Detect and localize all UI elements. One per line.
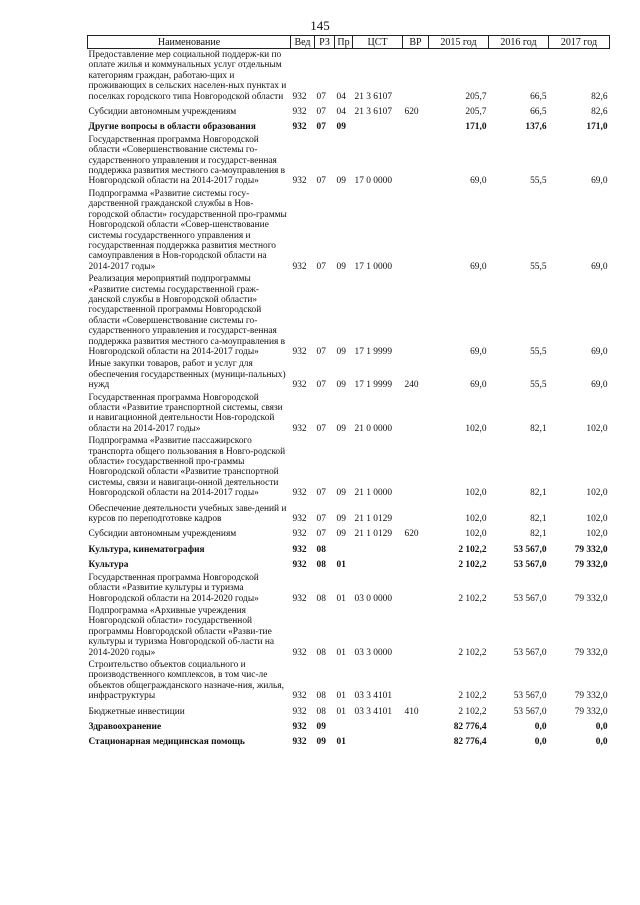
- row-2017: 69,0: [591, 380, 608, 391]
- row-vr: [403, 659, 429, 703]
- row-2017: 102,0: [586, 488, 608, 499]
- row-cst: 21 1 0129: [354, 514, 392, 525]
- row-rz: 08: [316, 593, 326, 604]
- row-2016: 53 567,0: [513, 706, 547, 717]
- row-rz: 07: [316, 529, 326, 540]
- row-2017: 102,0: [586, 529, 608, 540]
- row-pr: 09: [336, 346, 346, 357]
- table-row: [88, 525, 610, 540]
- row-2016: 82,1: [530, 423, 547, 434]
- table-row-section: [88, 541, 610, 556]
- row-vr: [403, 435, 429, 499]
- row-vr: [403, 49, 429, 104]
- row-pr: 01: [336, 560, 346, 571]
- row-vr: [403, 605, 429, 659]
- row-2015: 69,0: [470, 346, 487, 357]
- row-vr: 240: [404, 380, 419, 391]
- table-row: [88, 500, 610, 526]
- row-pr: 09: [336, 529, 346, 540]
- row-2015: 205,7: [465, 91, 487, 102]
- row-pr: [335, 718, 353, 733]
- row-2017: 79 332,0: [574, 647, 608, 658]
- table-row-section: [88, 718, 610, 733]
- row-2015: 102,0: [465, 488, 487, 499]
- row-ved: 932: [292, 706, 307, 717]
- row-2015: 205,7: [465, 107, 487, 118]
- budget-table: [87, 35, 610, 749]
- row-vr: 410: [404, 706, 419, 717]
- row-ved: 932: [292, 380, 307, 391]
- row-name: Субсидии автономным учреждениям: [88, 107, 237, 118]
- row-ved: 932: [292, 593, 307, 604]
- header-rz: РЗ: [315, 36, 335, 49]
- row-cst: 17 0 0000: [354, 176, 392, 187]
- row-2015: 82 776,4: [453, 721, 487, 732]
- row-2016: 53 567,0: [513, 544, 547, 555]
- row-2016: 53 567,0: [513, 593, 547, 604]
- row-2017: 79 332,0: [574, 691, 608, 702]
- row-vr: [403, 188, 429, 273]
- row-rz: 07: [316, 107, 326, 118]
- table-row: [88, 703, 610, 718]
- row-cst: 03 3 4101: [354, 691, 392, 702]
- row-name: Подпрограмма «Развитие пассажирского транспорта общего пользования в Новго-родской области» государственной про-граммы Новгородской области «Развитие транспортной системы, связи и навигаци-онной деятельности Новгородской области на 2014-2017 годы»: [88, 436, 286, 499]
- row-2015: 2 102,2: [458, 647, 487, 658]
- row-cst: [353, 118, 403, 133]
- row-ved: 932: [292, 261, 307, 272]
- row-2017: 79 332,0: [574, 544, 608, 555]
- row-name: Государственная программа Новгородской области «Совершенствование системы го-сударственного управления и государст-венная поддержка развития местного са-моуправления в Новгородской области на 2014-2017 годы»: [88, 134, 286, 187]
- row-ved: 932: [292, 122, 307, 133]
- table-row: [88, 435, 610, 499]
- header-pr: Пр: [335, 36, 353, 49]
- row-name: Подпрограмма «Развитие системы госу-дарственной гражданской службы в Нов-городской области» государственной про-граммы Новгородской области «Совер-шенствование системы государственного управления и государственная поддержка развития местного самоуправления в Нов-городской области на 2014-2017 годы»: [88, 188, 287, 272]
- row-pr: 09: [336, 122, 346, 133]
- row-2017: 82,6: [591, 91, 608, 102]
- row-2016: 0,0: [534, 737, 547, 748]
- row-ved: 932: [292, 176, 307, 187]
- row-vr: [403, 134, 429, 188]
- row-rz: 07: [316, 514, 326, 525]
- table-row: [88, 392, 610, 436]
- table-row: [88, 49, 610, 104]
- row-vr: [403, 500, 429, 526]
- row-pr: 04: [336, 107, 346, 118]
- row-2016: 82,1: [530, 488, 547, 499]
- row-cst: 17 1 9999: [354, 380, 392, 391]
- row-name: Культура: [88, 560, 129, 571]
- row-name: Культура, кинематография: [88, 544, 205, 555]
- row-pr: 01: [336, 737, 346, 748]
- row-2016: 137,6: [525, 122, 547, 133]
- row-2016: 53 567,0: [513, 647, 547, 658]
- row-cst: 21 3 6107: [354, 91, 392, 102]
- row-2016: 0,0: [534, 721, 547, 732]
- row-rz: 08: [316, 691, 326, 702]
- table-row-section: [88, 118, 610, 133]
- row-name: Субсидии автономным учреждениям: [88, 529, 237, 540]
- row-name: Предоставление мер социальной поддерж-ки по оплате жилья и коммунальных услуг отдельным категориям граждан, работаю-щих и проживающих в сельских населен-ных пунктах и поселках городского типа Новгородской области: [88, 50, 287, 102]
- row-2015: 69,0: [470, 261, 487, 272]
- row-2017: 69,0: [591, 346, 608, 357]
- row-2016: 66,5: [530, 91, 547, 102]
- row-2016: 55,5: [530, 176, 547, 187]
- row-cst: 03 3 0000: [354, 647, 392, 658]
- row-2016: 55,5: [530, 380, 547, 391]
- row-ved: 932: [292, 107, 307, 118]
- row-2015: 171,0: [465, 122, 487, 133]
- table-row: [88, 188, 610, 273]
- row-2015: 102,0: [465, 514, 487, 525]
- row-cst: 21 1 0000: [354, 488, 392, 499]
- row-pr: [335, 541, 353, 556]
- row-2017: 0,0: [595, 721, 608, 732]
- table-row: [88, 605, 610, 659]
- row-ved: 932: [292, 529, 307, 540]
- row-name: Бюджетные инвестиции: [88, 706, 185, 717]
- row-vr: [403, 273, 429, 358]
- row-ved: 932: [292, 737, 307, 748]
- row-2016: 53 567,0: [513, 691, 547, 702]
- row-2015: 2 102,2: [458, 691, 487, 702]
- header-name: Наименование: [88, 36, 291, 49]
- row-2015: 82 776,4: [453, 737, 487, 748]
- row-rz: 07: [316, 488, 326, 499]
- table-row: [88, 358, 610, 391]
- row-pr: 01: [336, 706, 346, 717]
- row-name: Обеспечение деятельности учебных заве-дений и курсов по переподготовке кадров: [88, 503, 287, 525]
- row-2015: 2 102,2: [458, 706, 487, 717]
- row-rz: 08: [316, 544, 326, 555]
- row-2016: 55,5: [530, 261, 547, 272]
- row-pr: 09: [336, 380, 346, 391]
- row-2015: 69,0: [470, 176, 487, 187]
- row-rz: 08: [316, 560, 326, 571]
- row-vr: [403, 718, 429, 733]
- row-rz: 08: [316, 706, 326, 717]
- row-pr: 04: [336, 91, 346, 102]
- table-row: [88, 134, 610, 188]
- row-rz: 07: [316, 423, 326, 434]
- row-rz: 07: [316, 380, 326, 391]
- row-ved: 932: [292, 514, 307, 525]
- row-pr: 01: [336, 691, 346, 702]
- row-cst: 21 0 0000: [354, 423, 392, 434]
- row-2016: 82,1: [530, 529, 547, 540]
- row-cst: 17 1 0000: [354, 261, 392, 272]
- row-name: Государственная программа Новгородской области «Развитие транспортной системы, связи и навигационной деятельности Нов-городской области на 2014-2017 годы»: [88, 392, 283, 434]
- row-ved: 932: [292, 346, 307, 357]
- header-vr: ВР: [403, 36, 429, 49]
- header-cst: ЦСТ: [353, 36, 403, 49]
- row-2016: 53 567,0: [513, 560, 547, 571]
- row-name: Здравоохранение: [88, 721, 162, 732]
- row-ved: 932: [292, 544, 307, 555]
- row-2017: 0,0: [595, 737, 608, 748]
- header-ved: Вед: [291, 36, 315, 49]
- row-name: Государственная программа Новгородской области «Развитие культуры и туризма Новгородской области на 2014-2020 годы»: [88, 572, 259, 604]
- row-pr: 09: [336, 514, 346, 525]
- table-row: [88, 103, 610, 118]
- row-ved: 932: [292, 721, 307, 732]
- row-ved: 932: [292, 91, 307, 102]
- row-pr: 09: [336, 423, 346, 434]
- row-ved: 932: [292, 423, 307, 434]
- row-2017: 79 332,0: [574, 706, 608, 717]
- row-2017: 102,0: [586, 423, 608, 434]
- row-name: Стационарная медицинская помощь: [88, 737, 245, 748]
- row-pr: 09: [336, 261, 346, 272]
- row-cst: 21 3 6107: [354, 107, 392, 118]
- row-name: Подпрограмма «Архивные учреждения Новгородской области» государственной программы Новгородской области «Разви-тие культуры и туризма Новгородской об-ласти на 2014-2020 годы»: [88, 605, 275, 658]
- row-rz: 07: [316, 346, 326, 357]
- row-vr: [403, 392, 429, 436]
- row-pr: 01: [336, 593, 346, 604]
- row-cst: [353, 733, 403, 748]
- row-vr: [403, 733, 429, 748]
- table-row-section: [88, 733, 610, 748]
- row-2016: 66,5: [530, 107, 547, 118]
- row-2017: 171,0: [586, 122, 608, 133]
- row-cst: [353, 718, 403, 733]
- row-name: Строительство объектов социального и производственного комплексов, в том чис-ле объектов общегражданского назначе-ния, жилья, инфраструктуры: [88, 659, 284, 702]
- row-2015: 2 102,2: [458, 560, 487, 571]
- row-2015: 102,0: [465, 423, 487, 434]
- row-2015: 102,0: [465, 529, 487, 540]
- row-name: Другие вопросы в области образования: [88, 122, 256, 133]
- row-pr: 01: [336, 647, 346, 658]
- row-rz: 07: [316, 122, 326, 133]
- row-cst: 21 1 0129: [354, 529, 392, 540]
- row-ved: 932: [292, 691, 307, 702]
- row-ved: 932: [292, 560, 307, 571]
- row-cst: 03 0 0000: [354, 593, 392, 604]
- row-2017: 79 332,0: [574, 560, 608, 571]
- row-ved: 932: [292, 488, 307, 499]
- row-2015: 2 102,2: [458, 593, 487, 604]
- row-cst: 03 3 4101: [354, 706, 392, 717]
- row-2017: 79 332,0: [574, 593, 608, 604]
- table-row: [88, 273, 610, 358]
- row-vr: [403, 572, 429, 605]
- row-2015: 69,0: [470, 380, 487, 391]
- row-name: Иные закупки товаров, работ и услуг для обеспечения государственных (муници-пальных) нужд: [88, 359, 286, 391]
- table-header-row: [88, 36, 610, 49]
- row-cst: [353, 541, 403, 556]
- row-rz: 09: [316, 737, 326, 748]
- row-ved: 932: [292, 647, 307, 658]
- row-vr: 620: [404, 107, 419, 118]
- row-cst: 17 1 9999: [354, 346, 392, 357]
- table-row-section: [88, 556, 610, 571]
- header-2016: 2016 год: [489, 36, 549, 49]
- row-vr: [403, 118, 429, 133]
- row-2017: 82,6: [591, 107, 608, 118]
- row-rz: 07: [316, 261, 326, 272]
- row-rz: 07: [316, 176, 326, 187]
- row-2015: 2 102,2: [458, 544, 487, 555]
- row-vr: 620: [404, 529, 419, 540]
- page-number: 145: [310, 18, 330, 33]
- row-pr: 09: [336, 488, 346, 499]
- row-cst: [353, 556, 403, 571]
- row-rz: 08: [316, 647, 326, 658]
- header-2015: 2015 год: [429, 36, 489, 49]
- row-2017: 69,0: [591, 261, 608, 272]
- row-2016: 82,1: [530, 514, 547, 525]
- table-row: [88, 572, 610, 605]
- header-2017: 2017 год: [549, 36, 610, 49]
- row-rz: 09: [316, 721, 326, 732]
- row-vr: [403, 541, 429, 556]
- row-rz: 07: [316, 91, 326, 102]
- table-row: [88, 659, 610, 703]
- row-2016: 55,5: [530, 346, 547, 357]
- row-2017: 102,0: [586, 514, 608, 525]
- row-2017: 69,0: [591, 176, 608, 187]
- row-pr: 09: [336, 176, 346, 187]
- row-vr: [403, 556, 429, 571]
- row-name: Реализация мероприятий подпрограммы «Развитие системы государственной граж-данской службы в Новгородской области» государственной программы Новгородской области «Совершенствование системы го-сударственного управления и государст-венная поддержка развития местного са-моуправления в Новгородской области на 2014-2017 годы»: [88, 274, 286, 357]
